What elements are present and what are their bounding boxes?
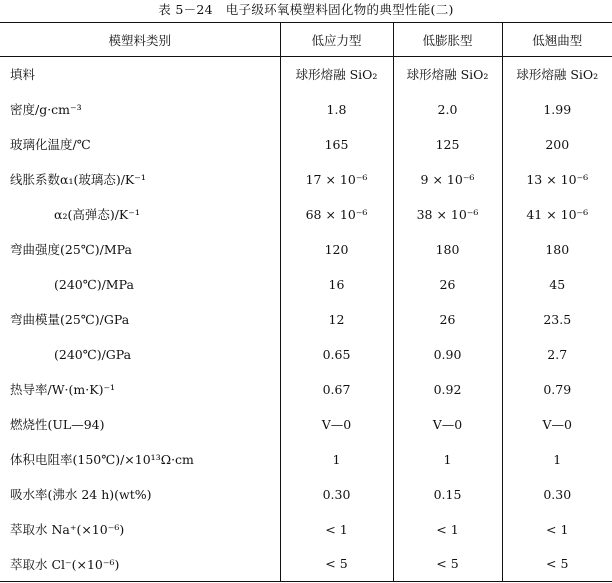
- property-label: 填料: [10, 67, 36, 83]
- table-header: [0, 23, 612, 57]
- property-label: 密度/g·cm⁻³: [10, 102, 82, 117]
- value-low-expansion: 180: [393, 232, 502, 267]
- table-row: [0, 57, 612, 92]
- value-low-warpage: 0.30: [502, 477, 612, 512]
- table-row: [0, 267, 612, 302]
- table-row: [0, 372, 612, 407]
- table-row: [0, 477, 612, 512]
- value-low-warpage: 13 × 10⁻⁶: [502, 162, 612, 197]
- property-label: (240℃)/GPa: [54, 346, 132, 362]
- value-low-stress: < 5: [280, 547, 393, 582]
- value-low-warpage: 180: [502, 232, 612, 267]
- header-low-stress: 低应力型: [280, 23, 393, 57]
- value-low-expansion: V—0: [393, 407, 502, 442]
- table-body: [0, 57, 612, 582]
- value-low-stress: < 1: [280, 512, 393, 547]
- table-row: [0, 197, 612, 232]
- value-low-stress: 165: [280, 127, 393, 162]
- table-row: [0, 547, 612, 582]
- property-label: 弯曲强度(25℃)/MPa: [10, 242, 132, 257]
- property-label: 玻璃化温度/℃: [10, 137, 91, 152]
- header-low-expansion: 低膨胀型: [393, 23, 502, 57]
- value-low-stress: 16: [280, 267, 393, 302]
- value-low-expansion: 0.90: [393, 337, 502, 372]
- value-low-stress: 12: [280, 302, 393, 337]
- property-label: (240℃)/MPa: [54, 276, 134, 292]
- value-low-expansion: 0.15: [393, 477, 502, 512]
- property-label: 体积电阻率(150℃)/×10¹³Ω·cm: [10, 452, 194, 467]
- value-low-warpage: 23.5: [502, 302, 612, 337]
- value-low-warpage: < 1: [502, 512, 612, 547]
- value-low-expansion: < 1: [393, 512, 502, 547]
- value-low-expansion: 125: [393, 127, 502, 162]
- value-low-warpage: 1.99: [502, 92, 612, 127]
- value-low-expansion: < 5: [393, 547, 502, 582]
- property-label: 燃烧性(UL—94): [10, 417, 105, 432]
- property-label: 线胀系数α₁(玻璃态)/K⁻¹: [10, 172, 146, 187]
- table-row: [0, 512, 612, 547]
- value-low-expansion: 1: [393, 442, 502, 477]
- value-low-stress: 120: [280, 232, 393, 267]
- value-low-warpage: 2.7: [502, 337, 612, 372]
- property-label: 热导率/W·(m·K)⁻¹: [10, 382, 116, 397]
- value-low-stress: 1: [280, 442, 393, 477]
- property-label: 吸水率(沸水 24 h)(wt%): [10, 487, 152, 502]
- value-low-stress: 68 × 10⁻⁶: [280, 197, 393, 232]
- value-low-warpage: 41 × 10⁻⁶: [502, 197, 612, 232]
- value-low-expansion: 26: [393, 267, 502, 302]
- value-low-warpage: 球形熔融 SiO₂: [502, 57, 612, 92]
- value-low-expansion: 26: [393, 302, 502, 337]
- value-low-warpage: V—0: [502, 407, 612, 442]
- value-low-warpage: 200: [502, 127, 612, 162]
- table-row: [0, 127, 612, 162]
- table-caption: 表 5－24 电子级环氧模塑料固化物的典型性能(二): [158, 2, 454, 17]
- value-low-expansion: 9 × 10⁻⁶: [393, 162, 502, 197]
- value-low-stress: 0.67: [280, 372, 393, 407]
- table-row: [0, 302, 612, 337]
- value-low-stress: 0.30: [280, 477, 393, 512]
- properties-table: [0, 22, 612, 582]
- value-low-stress: 球形熔融 SiO₂: [280, 57, 393, 92]
- value-low-stress: 1.8: [280, 92, 393, 127]
- property-label: 萃取水 Na⁺(×10⁻⁶): [10, 522, 125, 537]
- value-low-warpage: 45: [502, 267, 612, 302]
- value-low-expansion: 38 × 10⁻⁶: [393, 197, 502, 232]
- header-category: 模塑料类别: [0, 23, 280, 57]
- table-row: [0, 337, 612, 372]
- value-low-stress: V—0: [280, 407, 393, 442]
- table-row: [0, 232, 612, 267]
- value-low-expansion: 0.92: [393, 372, 502, 407]
- table-row: [0, 92, 612, 127]
- header-row: [0, 23, 612, 57]
- property-label: 萃取水 Cl⁻(×10⁻⁶): [0, 547, 280, 582]
- value-low-stress: 17 × 10⁻⁶: [280, 162, 393, 197]
- table-row: [0, 407, 612, 442]
- table-row: [0, 162, 612, 197]
- header-low-warpage: 低翘曲型: [502, 23, 612, 57]
- value-low-expansion: 球形熔融 SiO₂: [393, 57, 502, 92]
- table-row: [0, 442, 612, 477]
- value-low-expansion: 2.0: [393, 92, 502, 127]
- value-low-warpage: < 5: [502, 547, 612, 582]
- value-low-warpage: 1: [502, 442, 612, 477]
- value-low-warpage: 0.79: [502, 372, 612, 407]
- property-label: 弯曲模量(25℃)/GPa: [10, 312, 130, 327]
- value-low-stress: 0.65: [280, 337, 393, 372]
- property-label: α₂(高弹态)/K⁻¹: [54, 207, 140, 222]
